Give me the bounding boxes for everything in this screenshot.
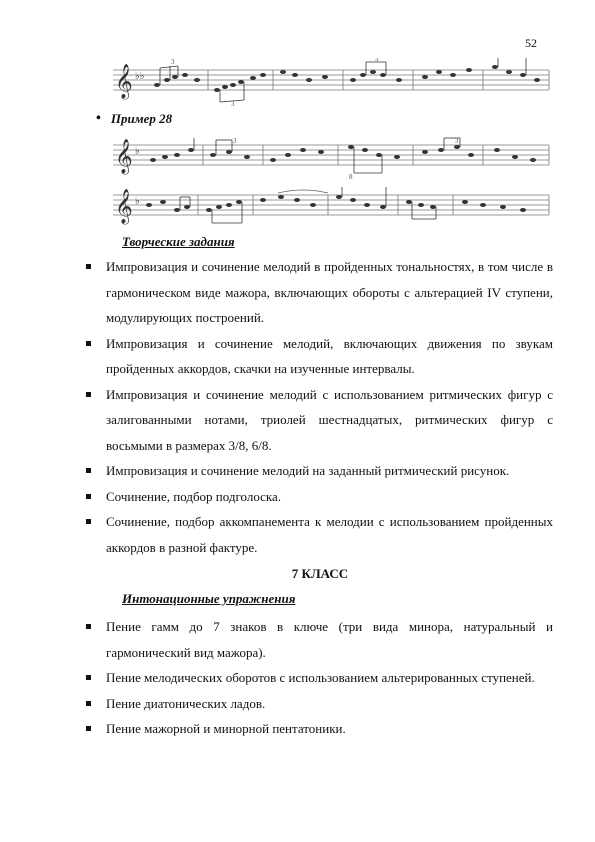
intonation-exercises-title: Интонационные упражнения <box>122 591 296 606</box>
list-item-text: Импровизация и сочинение мелодий на заданный ритмический рисунок. <box>106 463 510 478</box>
creative-tasks-list <box>86 254 553 560</box>
list-item <box>86 665 553 691</box>
creative-tasks-title: Творческие задания <box>122 234 235 249</box>
list-item <box>86 331 553 382</box>
svg-text:♭: ♭ <box>135 196 140 207</box>
music-staff-3 <box>113 185 553 229</box>
music-staff-2 <box>113 135 553 179</box>
music-notation-image <box>113 58 553 108</box>
triplet-mark: 3 <box>233 137 237 145</box>
bullet-icon <box>86 519 91 524</box>
bullet-icon <box>86 341 91 346</box>
list-item-text: Импровизация и сочинение мелодий в пройденных тональностях, в том числе в гармоническом виде мажора, включающих обороты с альтерацией IV ступени, модулирующих построений. <box>106 259 553 325</box>
music-notation-image <box>113 135 553 179</box>
list-item <box>86 509 553 560</box>
bullet-icon <box>86 701 91 706</box>
music-notation-image <box>113 185 553 229</box>
list-item-text: Пение гамм до 7 знаков в ключе (три вида минора, натуральный и гармонический вид мажора). <box>106 619 553 660</box>
list-item-text: Импровизация и сочинение мелодий, включающих движения по звукам пройденных аккордов, скачки на изученные интервалы. <box>106 335 553 376</box>
triplet-mark: 3 <box>171 58 175 66</box>
example-title: Пример 28 <box>110 111 173 126</box>
bullet-icon <box>86 624 91 629</box>
list-item <box>86 614 553 665</box>
triplet-mark: 3 <box>231 100 235 108</box>
bullet-icon <box>86 675 91 680</box>
list-item-text: Сочинение, подбор подголоска. <box>106 488 282 504</box>
list-item-text: Сочинение, подбор аккомпанемента к мелодии с использованием пройденных аккордов в разной фактуре. <box>106 514 553 555</box>
list-item-text: Пение диатонических ладов. <box>106 695 266 711</box>
list-item <box>86 691 553 717</box>
bullet-icon <box>86 726 91 731</box>
bullet-icon <box>86 264 91 269</box>
intonation-exercises-list <box>86 614 553 742</box>
svg-text:♭: ♭ <box>135 146 140 157</box>
music-staff-1 <box>113 58 553 108</box>
treble-clef-icon: 𝄞 <box>115 64 133 99</box>
example-heading <box>96 111 172 127</box>
bullet-icon <box>86 392 91 397</box>
list-item-text: Пение мелодических оборотов с использованием альтерированных ступеней. <box>106 670 535 685</box>
svg-text:♭♭: ♭♭ <box>135 71 145 82</box>
list-item <box>86 254 553 331</box>
bullet-icon <box>86 494 91 499</box>
page-number: 52 <box>525 36 537 50</box>
bullet-icon <box>86 468 91 473</box>
list-item <box>86 382 553 459</box>
list-item-text: Пение мажорной и минорной пентатоники. <box>106 721 346 736</box>
list-item-text: Импровизация и сочинение мелодий с использованием ритмических фигур с залигованными нотами, триолей шестнадцатых, ритмических фигур с восьмыми в размерах 3/8, 6/8. <box>106 386 553 453</box>
list-item <box>86 458 553 484</box>
treble-clef-icon: 𝄞 <box>115 189 133 224</box>
triplet-mark: 3 <box>455 137 459 145</box>
octave-mark: 8 <box>349 173 353 179</box>
triplet-mark: 3 <box>375 58 379 63</box>
list-item <box>86 716 553 742</box>
bullet-icon: • <box>96 111 101 126</box>
treble-clef-icon: 𝄞 <box>115 139 133 174</box>
list-item <box>86 484 553 510</box>
grade-heading: 7 КЛАСС <box>291 566 349 581</box>
